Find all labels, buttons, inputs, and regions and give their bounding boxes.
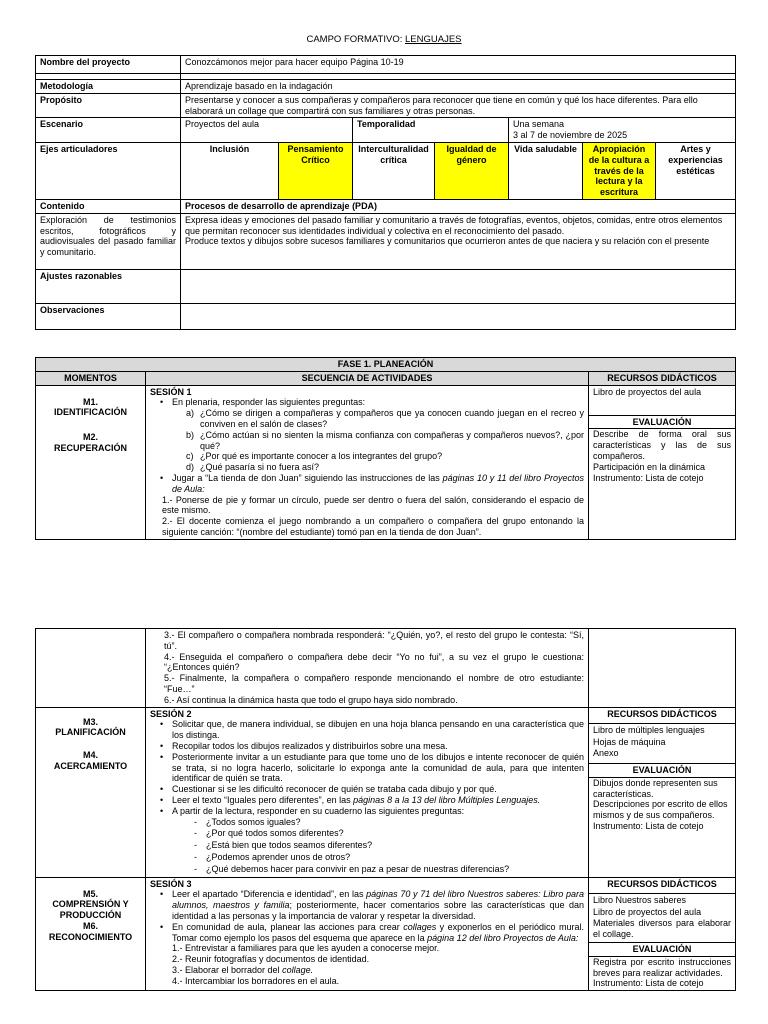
list-item: • Leer el texto “Iguales pero diferentes”, en las páginas 8 a la 13 del libro Múltiples Lenguajes.: [172, 795, 584, 806]
content-label: Contenido: [36, 199, 181, 213]
step-text: 3.- Elaborar el borrador del collage.: [172, 964, 314, 975]
step-text: 1.- Ponerse de pie y formar un círculo, puede ser dentro o fuera del salón, considerando el espacio de este mismo.: [162, 494, 584, 516]
session2-sequence: [146, 707, 589, 877]
session1-resources: [589, 385, 736, 539]
moment-m3-name: PLANIFICACIÓN: [55, 727, 126, 738]
evaluation-header: EVALUACIÓN: [589, 942, 735, 957]
project-name-label: Nombre del proyecto: [36, 56, 181, 74]
moment-m5-name: COMPRENSIÓN Y: [52, 899, 129, 910]
method-label: Metodología: [36, 80, 181, 94]
step-text: 2.- El docente comienza el juego nombrando a un compañero o compañera del grupo entonando la siguiente canción: “(nombre del estudiante) tomó pan en la tienda de don Juan”.: [162, 516, 584, 537]
moment-m4-name: ACERCAMIENTO: [53, 760, 128, 771]
pda-2: Produce textos y dibujos sobre sucesos familiares y comunitarios que ocurrieron antes de que naciera y su relación con el presente: [185, 236, 710, 247]
axis-vida-saludable: Vida saludable: [509, 142, 583, 199]
evaluation-item: Instrumento: Lista de cotejo: [593, 820, 704, 831]
col-moments: MOMENTOS: [36, 371, 146, 385]
step-text: 3.- El compañero o compañera nombrada responderá: “¿Quién, yo?, el resto del grupo le contesta: “Sí, tú”.: [164, 630, 584, 651]
resources-header: RECURSOS DIDÁCTICOS: [607, 878, 717, 889]
list-item: - ¿Qué debemos hacer para convivir en paz a pesar de nuestras diferencias?: [194, 864, 584, 875]
list-item: • En plenaria, responder las siguientes preguntas: a) ¿Cómo se dirigen a compañeras y compañeros que ya conocen cuando juegan en el recreo y conviven en el salón de clases? b) ¿Cómo actúan si no sienten la misma confianza con compañeras y compañeros nuevos?, ¿por qué? c) ¿Por qué es importante conocer a los integrantes del grupo? d) ¿Qué pasaría si no fuera así?: [172, 397, 584, 473]
list-item: • Leer el apartado “Diferencia e identidad”, en las páginas 70 y 71 del libro Nuestros saberes: Libro para alumnos, maestros y familia; posteriormente, hacer comentarios sobre las características que dan identidad a las personas y la importancia de valorar y respetar la diversidad.: [172, 889, 584, 921]
resource-item: Anexo: [593, 747, 619, 758]
evaluation-item: Registra por escrito instrucciones breves para realizar actividades.: [593, 956, 731, 978]
scenario-value: Proyectos del aula: [181, 118, 353, 143]
col-sequence: SECUENCIA DE ACTIVIDADES: [146, 371, 589, 385]
list-item: • Recopilar todos los dibujos realizados y distribuirlos sobre una mesa.: [172, 741, 584, 752]
purpose-value: Presentarse y conocer a sus compañeras y compañeros para reconocer que tiene en común y qué los hace diferentes. Para ello elaborará un collage que compartirá con sus familiares y otras personas.: [181, 93, 736, 118]
list-item: • Solicitar que, de manera individual, se dibujen en una hoja blanca pensando en una característica que los distinga.: [172, 719, 584, 741]
moment-m5-name-2: PRODUCCIÓN: [59, 910, 122, 921]
axis-pensamiento-critico: Pensamiento Crítico: [279, 142, 353, 199]
evaluation-item: Dibujos donde representen sus características.: [593, 777, 718, 799]
step-text: 6.- Así continua la dinámica hasta que todo el grupo haya sido nombrado.: [164, 694, 458, 705]
axis-interculturalidad: Interculturalidad crítica: [353, 142, 435, 199]
session3-sequence: [146, 877, 589, 991]
moment-m6-name: RECONOCIMIENTO: [48, 931, 133, 942]
pda-text: [181, 213, 736, 269]
continued-sequence: [146, 629, 589, 708]
session1-moments: [36, 385, 146, 539]
resource-item: Libro de proyectos del aula: [593, 907, 702, 918]
phase-title: FASE 1. PLANEACIÓN: [36, 358, 736, 372]
moment-m1-name: IDENTIFICACIÓN: [54, 407, 127, 418]
content-text: Exploración de testimonios escritos, fotográficos y audiovisuales del pasado familiar y comunitario.: [36, 213, 181, 269]
session2-moments: [36, 707, 146, 877]
moment-m2: M2.: [82, 432, 98, 443]
axis-inclusion: Inclusión: [181, 142, 279, 199]
list-item: • En comunidad de aula, planear las acciones para crear collages y exponerlos en el periódico mural. Tomar como ejemplo los pasos del esquema que aparece en la página 12 del libro Proyectos de Aula: 1.- Entrevistar a familiares para que les ayuden a conocerse mejor. 2.- Reunir fotografías y documentos de identidad. 3.- Elaborar el borrador del collage. 4.- Intercambiar los borradores en el aula.: [172, 922, 584, 987]
evaluation-item: Participación en la dinámica: [593, 461, 706, 472]
session2-title: SESIÓN 2: [150, 708, 192, 719]
session1-title: SESIÓN 1: [150, 386, 192, 397]
method-value: Aprendizaje basado en la indagación: [181, 80, 736, 94]
project-info-table: [35, 55, 736, 330]
obs-label: Observaciones: [36, 303, 181, 329]
session3-resources: [589, 877, 736, 991]
planning-table-1: [35, 357, 736, 540]
title-field: LENGUAJES: [405, 34, 462, 45]
resource-item: Libro de proyectos del aula: [593, 386, 702, 397]
list-item: d) ¿Qué pasaría si no fuera así?: [186, 462, 320, 473]
list-item: - ¿Por qué todos somos diferentes?: [194, 828, 584, 839]
list-item: - ¿Todos somos iguales?: [194, 817, 584, 828]
list-item: • Jugar a “La tienda de don Juan” siguiendo las instrucciones de las páginas 10 y 11 del libro Proyectos de Aula: 1.- Ponerse de pie y formar un círculo, puede ser dentro o fuera del salón, considerando el espacio de este mismo. 2.- El docente comienza el juego nombrando a un compañero o compañera del grupo entonando la siguiente canción: “(nombre del estudiante) tomó pan en la tienda de don Juan”.: [172, 473, 584, 538]
list-item: c) ¿Por qué es importante conocer a los integrantes del grupo?: [186, 451, 443, 462]
time-value-1: Una semana: [513, 119, 565, 130]
resource-item: Libro de múltiples lenguajes: [589, 723, 735, 737]
axis-apropiacion-cultura: Apropiación de la cultura a través de la lectura y la escritura: [583, 142, 656, 199]
list-item: • Cuestionar si se les dificultó reconocer de quién se trataba cada dibujo y por qué.: [172, 784, 584, 795]
axis-igualdad-genero: Igualdad de género: [435, 142, 509, 199]
resource-item: Materiales diversos para elaborar el collage.: [593, 917, 731, 939]
evaluation-item: Instrumento: Lista de cotejo: [593, 472, 704, 483]
resources-header: RECURSOS DIDÁCTICOS: [607, 708, 717, 719]
moment-m1: M1.: [82, 396, 98, 407]
moment-m3: M3.: [82, 716, 98, 727]
evaluation-item: Describe de forma oral sus características y las de sus compañeros.: [593, 429, 732, 461]
continued-resources: [589, 629, 736, 708]
continued-moments: [36, 629, 146, 708]
step-text: 2.- Reunir fotografías y documentos de identidad.: [172, 954, 370, 965]
step-text: 4.- Intercambiar los borradores en el aula.: [172, 975, 340, 986]
session2-resources: [589, 707, 736, 877]
page-title: [0, 34, 768, 45]
axis-artes: Artes y experiencias estéticas: [656, 142, 736, 199]
session3-title: SESIÓN 3: [150, 878, 192, 889]
resource-item: Hojas de máquina: [593, 737, 666, 748]
session3-moments: [36, 877, 146, 991]
list-item: - ¿Podemos aprender unos de otros?: [194, 852, 584, 863]
obs-value: [181, 303, 736, 329]
list-item: • Posteriormente invitar a un estudiante para que tome uno de los dibujos e intente reconocer de quién se trata, si no logra hacerlo, solicitarle lo exponga ante la comunidad de aula, para que intenten identificar de quién se trata.: [172, 752, 584, 784]
moment-m6: M6.: [82, 920, 98, 931]
moment-m5: M5.: [82, 888, 98, 899]
moment-m2-name: RECUPERACIÓN: [53, 442, 127, 453]
list-item: a) ¿Cómo se dirigen a compañeras y compañeros que ya conocen cuando juegan en el recreo y conviven en el salón de clases?: [186, 408, 584, 429]
project-name-value: Conozcámonos mejor para hacer equipo Página 10-19: [181, 56, 736, 74]
adjust-value: [181, 269, 736, 303]
resource-item: Libro Nuestros saberes: [589, 893, 735, 907]
adjust-label: Ajustes razonables: [36, 269, 181, 303]
col-resources: RECURSOS DIDÁCTICOS: [589, 371, 736, 385]
step-text: 4.- Enseguida el compañero o compañera debe decir “Yo no fui”, a su vez el grupo le cuestiona: “¿Entonces quién?: [164, 651, 584, 673]
list-item: b) ¿Cómo actúan si no sienten la misma confianza con compañeras y compañeros nuevos?, ¿por qué?: [186, 429, 584, 451]
evaluation-header: EVALUACIÓN: [589, 415, 735, 430]
content-header: Procesos de desarrollo de aprendizaje (PDA): [181, 199, 736, 213]
step-text: 1.- Entrevistar a familiares para que les ayuden a conocerse mejor.: [172, 943, 440, 954]
planning-table-2: [35, 628, 736, 991]
time-value-2: 3 al 7 de noviembre de 2025: [513, 130, 628, 141]
time-value: [509, 118, 736, 143]
scenario-label: Escenario: [36, 118, 181, 143]
list-item: • A partir de la lectura, responder en su cuaderno las siguientes preguntas: - ¿Todos somos iguales? - ¿Por qué todos somos diferentes? - ¿Está bien que todos seamos diferentes? - ¿Podemos aprender unos de otros? - ¿Qué debemos hacer para convivir en paz a pesar de nuestras diferencias?: [172, 806, 584, 875]
step-text: 5.- Finalmente, la compañera o compañero responde mencionando el nombre de otro estudiante: “Fue…”: [164, 673, 584, 694]
pda-1: Expresa ideas y emociones del pasado familiar y comunitario a través de fotografías, eventos, objetos, comidas, entre otros elementos que permitan reconocer sus identidades individual y colectiva en el reconocimiento del pasado.: [185, 214, 723, 236]
list-item: - ¿Está bien que todos seamos diferentes?: [194, 840, 584, 851]
session1-sequence: [146, 385, 589, 539]
evaluation-item: Instrumento: Lista de cotejo: [593, 978, 704, 989]
title-prefix: CAMPO FORMATIVO:: [306, 34, 406, 45]
time-label: Temporalidad: [353, 118, 509, 143]
evaluation-item: Descripciones por escrito de ellos mismos y de sus compañeros.: [593, 799, 728, 821]
axes-label: Ejes articuladores: [36, 142, 181, 199]
moment-m4: M4.: [82, 750, 98, 761]
evaluation-header: EVALUACIÓN: [589, 763, 735, 778]
purpose-label: Propósito: [36, 93, 181, 118]
